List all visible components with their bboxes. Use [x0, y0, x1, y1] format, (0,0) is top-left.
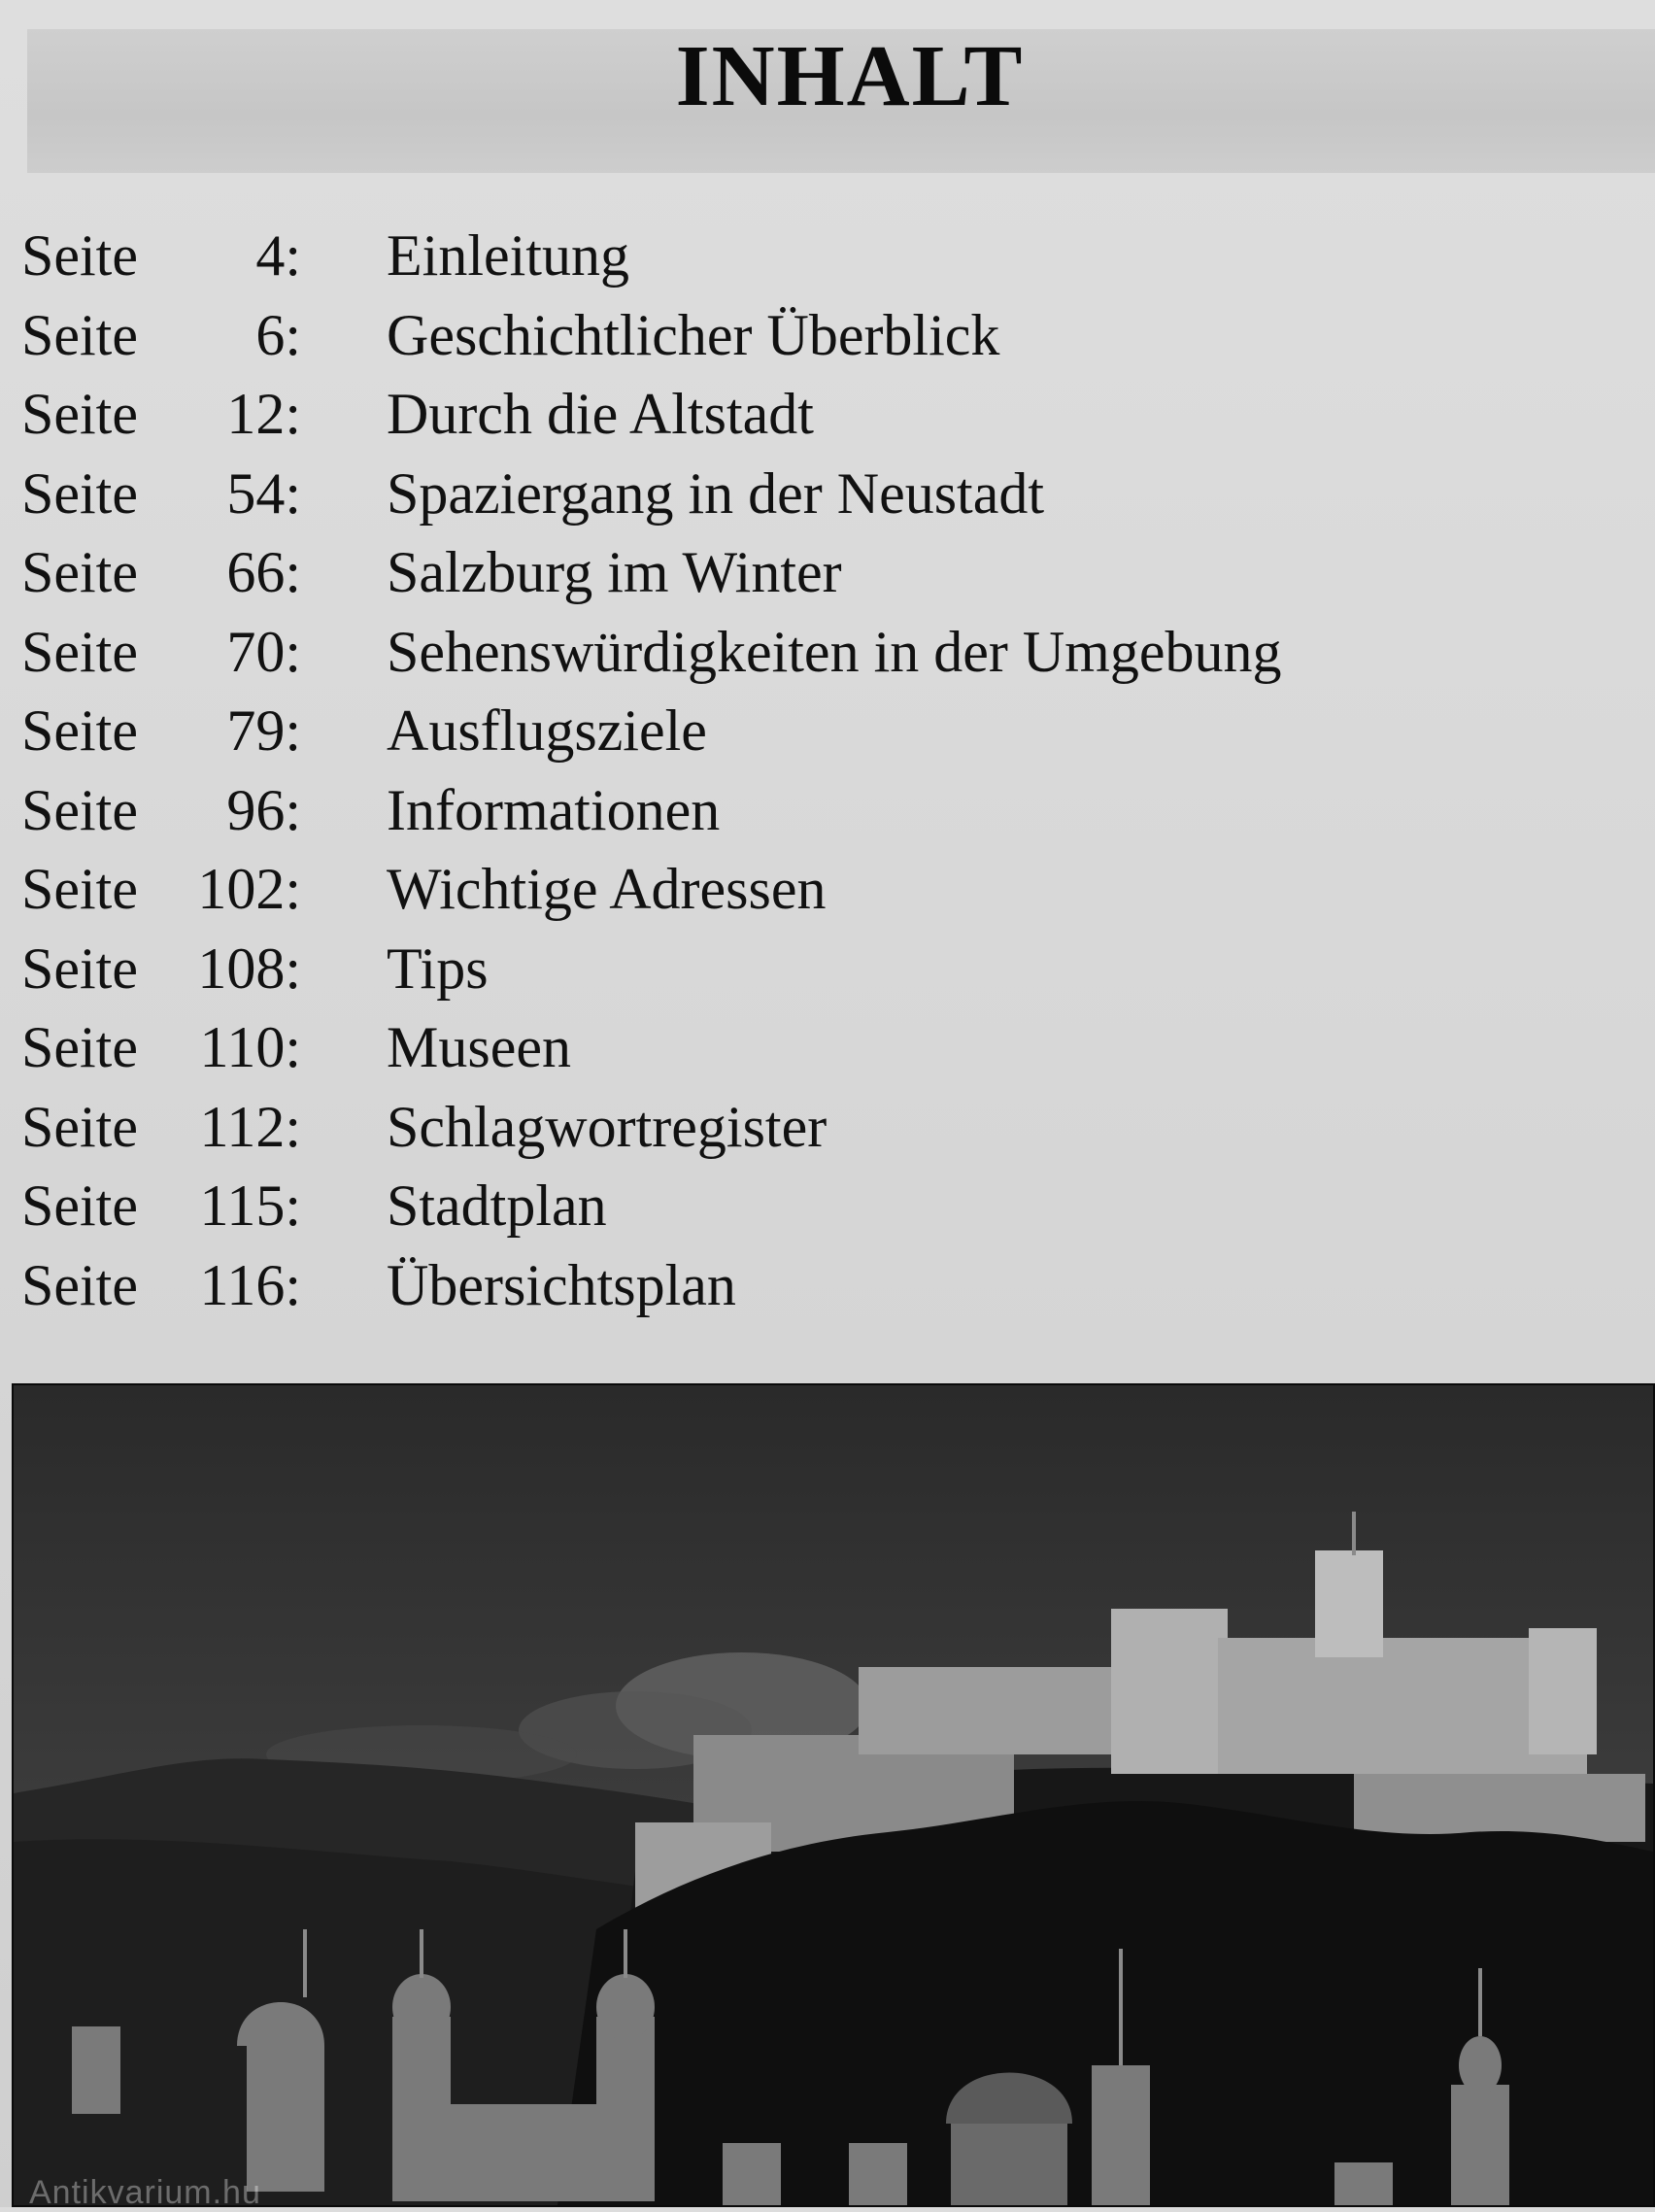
toc-seite-label: Seite	[21, 223, 138, 288]
watermark-text: Antikvarium.hu	[29, 2174, 261, 2211]
toc-seite-label: Seite	[21, 857, 138, 921]
toc-seite-label: Seite	[21, 1015, 138, 1079]
toc-chapter-title: Salzburg im Winter	[387, 540, 842, 604]
toc-entry	[0, 770, 1655, 850]
toc-page-number: 70:	[226, 619, 301, 684]
salzburg-photo	[12, 1383, 1655, 2207]
toc-chapter-title: Übersichtsplan	[387, 1252, 736, 1317]
toc-page-number: 102:	[197, 857, 301, 921]
toc-entry	[0, 849, 1655, 929]
toc-entry	[0, 295, 1655, 375]
toc-entry	[0, 532, 1655, 612]
toc-page-number: 116:	[199, 1252, 301, 1317]
toc-chapter-title: Geschichtlicher Überblick	[387, 302, 1000, 367]
toc-seite-label: Seite	[21, 1094, 138, 1159]
toc-page-number: 96:	[226, 777, 301, 842]
toc-page-number: 4:	[255, 223, 301, 288]
toc-page-number: 12:	[226, 382, 301, 446]
toc-entry	[0, 691, 1655, 770]
toc-seite-label: Seite	[21, 302, 138, 367]
toc-entry	[0, 216, 1655, 295]
toc-chapter-title: Schlagwortregister	[387, 1094, 828, 1159]
toc-seite-label: Seite	[21, 1252, 138, 1317]
toc-chapter-title: Wichtige Adressen	[387, 857, 827, 921]
toc-seite-label: Seite	[21, 1174, 138, 1238]
toc-page-number: 115:	[199, 1174, 301, 1238]
toc-chapter-title: Sehenswürdigkeiten in der Umgebung	[387, 619, 1282, 684]
toc-entry	[0, 374, 1655, 454]
toc-entry	[0, 1087, 1655, 1167]
toc-entry	[0, 929, 1655, 1008]
toc-page-number: 66:	[226, 540, 301, 604]
toc-page-number: 108:	[197, 936, 301, 1001]
toc-chapter-title: Durch die Altstadt	[387, 382, 814, 446]
toc-chapter-title: Einleitung	[387, 223, 629, 288]
toc-entry	[0, 612, 1655, 692]
toc-entry	[0, 1245, 1655, 1325]
toc-page-number: 110:	[199, 1015, 301, 1079]
toc-chapter-title: Spaziergang in der Neustadt	[387, 460, 1045, 526]
toc-seite-label: Seite	[21, 540, 138, 604]
toc-seite-label: Seite	[21, 936, 138, 1001]
toc-seite-label: Seite	[21, 619, 138, 684]
toc-seite-label: Seite	[21, 460, 138, 526]
toc-seite-label: Seite	[21, 698, 138, 763]
toc-chapter-title: Stadtplan	[387, 1174, 607, 1238]
toc-chapter-title: Ausflugsziele	[387, 698, 707, 763]
toc-page-number: 54:	[226, 460, 301, 526]
toc-chapter-title: Informationen	[387, 777, 721, 842]
toc-page-number: 112:	[199, 1094, 301, 1159]
toc-page-number: 79:	[226, 698, 301, 763]
toc-page-number: 6:	[255, 302, 301, 367]
toc-chapter-title: Museen	[387, 1015, 571, 1079]
toc-chapter-title: Tips	[387, 936, 489, 1001]
toc-entry	[0, 1166, 1655, 1245]
toc-entry	[0, 1007, 1655, 1087]
page-title: INHALT	[675, 28, 1025, 124]
toc-seite-label: Seite	[21, 382, 138, 446]
toc-seite-label: Seite	[21, 777, 138, 842]
toc-entry	[0, 454, 1655, 533]
